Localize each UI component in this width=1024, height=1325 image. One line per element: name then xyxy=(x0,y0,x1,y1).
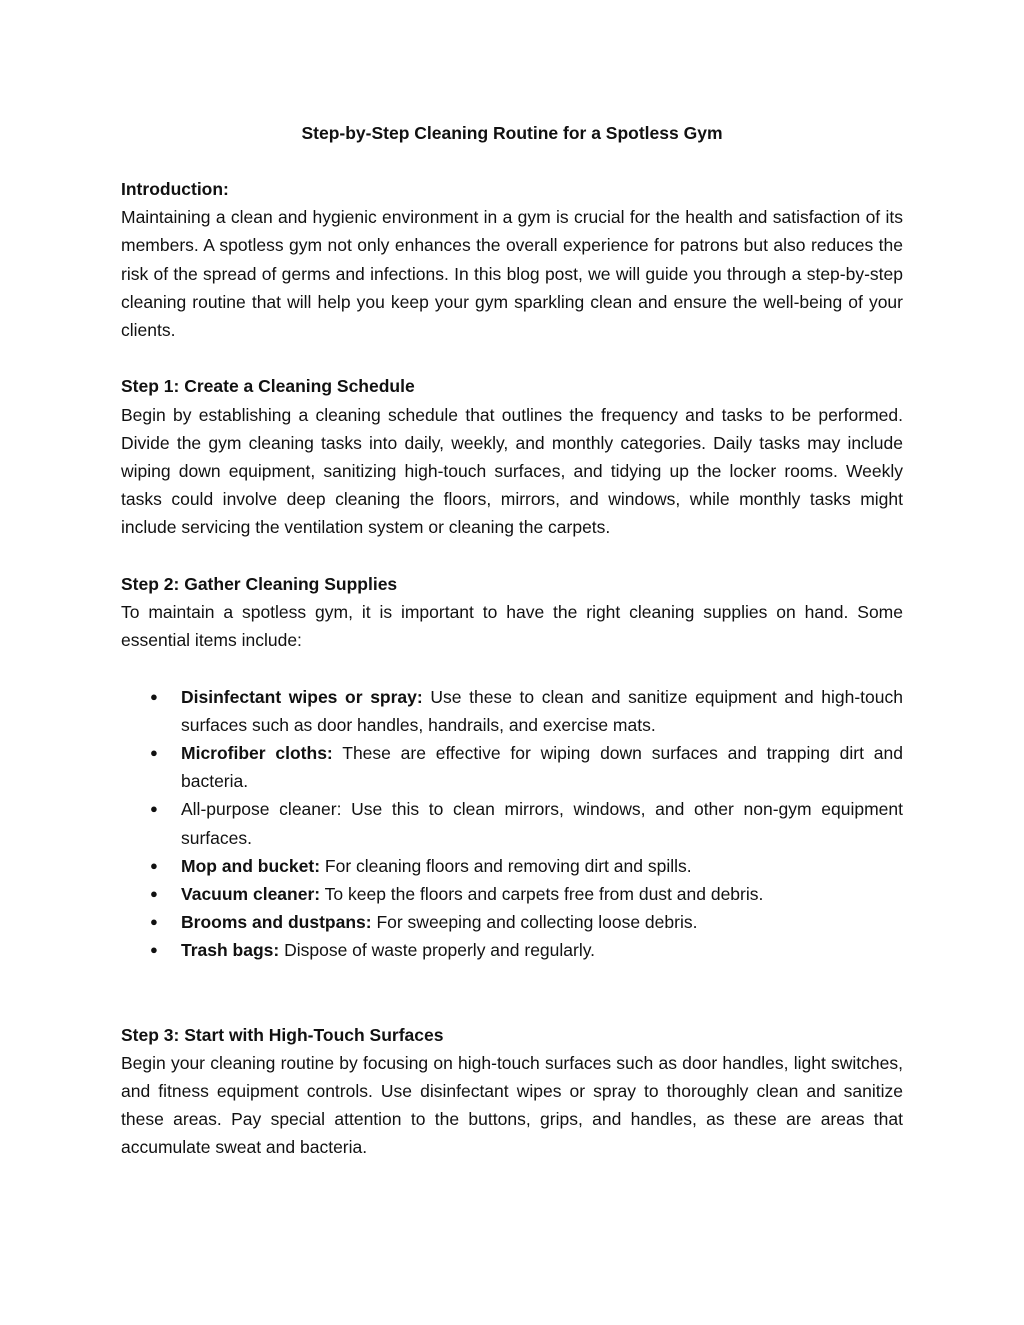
list-item xyxy=(121,908,903,936)
bullet-icon: ● xyxy=(150,857,158,873)
item-term: Brooms and dustpans: xyxy=(181,912,372,933)
list-item xyxy=(121,683,903,739)
step1-paragraph: Begin by establishing a cleaning schedule that outlines the frequency and tasks to be performed. Divide the gym cleaning tasks into daily, weekly, and monthly categories. Daily tasks may include wiping down equipment, sanitizing high-touch surfaces, and tidying up the locker rooms. Weekly tasks could involve deep cleaning the floors, mirrors, and windows, while monthly tasks might include servicing the ventilation system or cleaning the carpets. xyxy=(121,404,903,538)
step3-paragraph: Begin your cleaning routine by focusing on high-touch surfaces such as door handles, light switches, and fitness equipment controls. Use disinfectant wipes or spray to thoroughly clean and sanitize these areas. Pay special attention to the buttons, grips, and handles, as these are areas that accumulate sweat and bacteria. xyxy=(121,1052,903,1158)
list-item xyxy=(121,880,903,908)
bullet-icon: ● xyxy=(150,886,158,902)
item-term: Vacuum cleaner: xyxy=(181,884,321,905)
item-desc: For sweeping and collecting loose debris. xyxy=(371,912,698,933)
item-term: Disinfectant wipes or spray: xyxy=(181,686,423,707)
bullet-icon: ● xyxy=(150,745,158,761)
list-item xyxy=(121,936,903,964)
item-term: Trash bags: xyxy=(181,940,280,961)
list-item xyxy=(121,795,903,851)
document-title: Step-by-Step Cleaning Routine for a Spotless Gym xyxy=(301,123,723,143)
step1-heading: Step 1: Create a Cleaning Schedule xyxy=(121,376,415,397)
list-item xyxy=(121,852,903,880)
step3-section xyxy=(121,1021,903,1162)
bullet-icon: ● xyxy=(150,942,158,958)
intro-heading: Introduction: xyxy=(121,179,229,199)
bullet-icon: ● xyxy=(150,688,158,704)
item-desc: To keep the floors and carpets free from dust and debris. xyxy=(320,884,764,905)
step2-paragraph: To maintain a spotless gym, it is important to have the right cleaning supplies on hand. Some essential items include: xyxy=(121,602,903,651)
intro-paragraph: Maintaining a clean and hygienic environment in a gym is crucial for the health and satisfaction of its members. A spotless gym not only enhances the overall experience for patrons but also reduces the risk of the spread of germs and infections. In this blog post, we will guide you through a step-by-step cleaning routine that will help you keep your gym sparkling clean and ensure the well-being of your clients. xyxy=(121,207,903,341)
item-desc: Dispose of waste properly and regularly. xyxy=(279,940,596,961)
spacer xyxy=(121,654,903,682)
step2-section xyxy=(121,570,903,965)
item-desc: All-purpose cleaner: Use this to clean mirrors, windows, and other non-gym equipment surfaces. xyxy=(181,799,903,848)
item-term: Mop and bucket: xyxy=(181,855,321,876)
supplies-list xyxy=(121,683,903,965)
item-term: Microfiber cloths: xyxy=(181,743,333,764)
document-page xyxy=(121,119,903,1162)
spacer xyxy=(121,965,903,1021)
step3-heading: Step 3: Start with High-Touch Surfaces xyxy=(121,1024,444,1045)
bullet-icon: ● xyxy=(150,801,158,817)
step1-section xyxy=(121,372,903,541)
item-desc: For cleaning floors and removing dirt and spills. xyxy=(320,855,692,876)
bullet-icon: ● xyxy=(150,914,158,930)
spacer xyxy=(121,542,903,570)
intro-section xyxy=(121,175,903,344)
spacer xyxy=(121,344,903,372)
item-desc: Use these to clean and sanitize equipment and high-touch surfaces such as door handles, handrails, and exercise mats. xyxy=(181,686,903,735)
list-item xyxy=(121,739,903,795)
step2-heading: Step 2: Gather Cleaning Supplies xyxy=(121,573,398,594)
item-desc: These are effective for wiping down surfaces and trapping dirt and bacteria. xyxy=(181,743,903,792)
